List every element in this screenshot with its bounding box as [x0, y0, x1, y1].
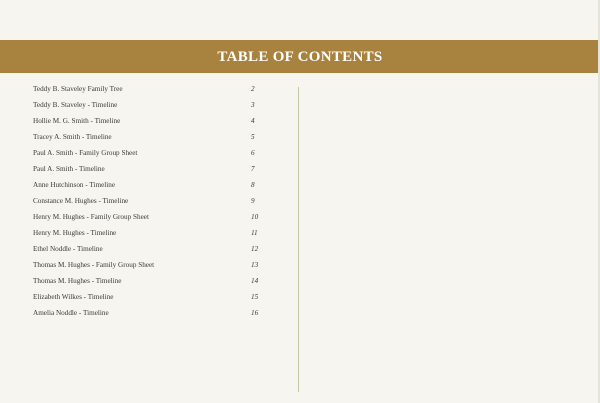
toc-entry-page: 15 [251, 293, 259, 301]
column-divider [298, 87, 299, 392]
toc-entry-page: 3 [251, 101, 255, 109]
toc-entry[interactable] [33, 146, 263, 162]
toc-entry-label: Paul A. Smith - Timeline [33, 165, 105, 173]
toc-entry[interactable] [33, 178, 263, 194]
toc-entry[interactable] [33, 162, 263, 178]
toc-entry[interactable] [33, 274, 263, 290]
toc-entry-page: 8 [251, 181, 255, 189]
toc-entry-page: 12 [251, 245, 259, 253]
toc-entry[interactable] [33, 82, 263, 98]
toc-entry[interactable] [33, 194, 263, 210]
toc-entry-label: Amelia Noddle - Timeline [33, 309, 109, 317]
toc-entry-page: 6 [251, 149, 255, 157]
toc-entry[interactable] [33, 226, 263, 242]
toc-entry-page: 4 [251, 117, 255, 125]
toc-entry-page: 2 [251, 85, 255, 93]
toc-entry-label: Hollie M. G. Smith - Timeline [33, 117, 121, 125]
toc-entry-page: 5 [251, 133, 255, 141]
toc-entry-label: Constance M. Hughes - Timeline [33, 197, 129, 205]
toc-list [33, 82, 263, 322]
header-band [0, 40, 600, 73]
toc-entry-label: Henry M. Hughes - Timeline [33, 229, 117, 237]
toc-entry-page: 13 [251, 261, 259, 269]
toc-entry[interactable] [33, 130, 263, 146]
toc-entry-label: Paul A. Smith - Family Group Sheet [33, 149, 138, 157]
toc-entry-label: Thomas M. Hughes - Family Group Sheet [33, 261, 155, 269]
toc-entry-label: Elizabeth Wilkes - Timeline [33, 293, 114, 301]
toc-entry[interactable] [33, 306, 263, 322]
toc-entry[interactable] [33, 290, 263, 306]
page-title: TABLE OF CONTENTS [217, 49, 383, 65]
toc-entry-page: 10 [251, 213, 259, 221]
toc-entry[interactable] [33, 98, 263, 114]
toc-entry[interactable] [33, 210, 263, 226]
toc-entry-label: Anne Hutchinson - Timeline [33, 181, 116, 189]
toc-entry-label: Henry M. Hughes - Family Group Sheet [33, 213, 149, 221]
toc-entry-label: Ethel Noddle - Timeline [33, 245, 103, 253]
toc-entry-label: Teddy B. Staveley - Timeline [33, 101, 118, 109]
toc-entry-page: 16 [251, 309, 259, 317]
toc-entry[interactable] [33, 242, 263, 258]
toc-entry-page: 14 [251, 277, 259, 285]
toc-entry-page: 11 [251, 229, 258, 237]
toc-entry[interactable] [33, 258, 263, 274]
toc-entry-page: 9 [251, 197, 255, 205]
toc-entry[interactable] [33, 114, 263, 130]
toc-entry-label: Thomas M. Hughes - Timeline [33, 277, 122, 285]
toc-entry-page: 7 [251, 165, 255, 173]
toc-entry-label: Teddy B. Staveley Family Tree [33, 85, 123, 93]
toc-entry-label: Tracey A. Smith - Timeline [33, 133, 112, 141]
